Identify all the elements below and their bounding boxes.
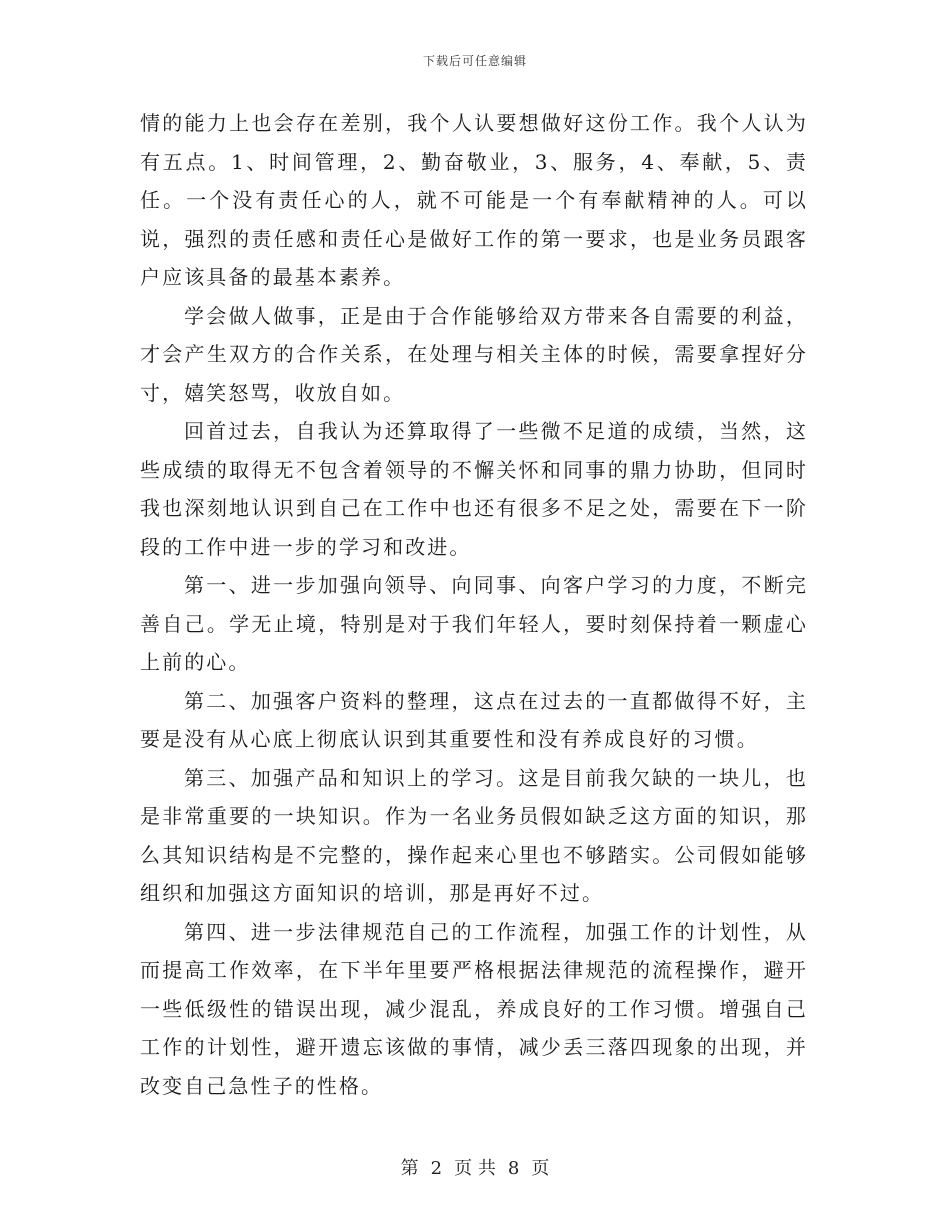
page-mid: 页 共 [454, 1158, 496, 1179]
total-pages-number: 8 [507, 1158, 520, 1179]
paragraph-continuation: 情的能力上也会存在差别，我个人认要想做好这份工作。我个人认为有五点。1、时间管理，2、勤奋敬业，3、服务，4、奉献，5、责任。一个没有责任心的人，就不可能是一个有奉献精神的人。可以说，强烈的责任感和责任心是做好工作的第一要求，也是业务员跟客户应该具备的最基本素养。 [140, 111, 808, 289]
current-page-number: 2 [430, 1158, 443, 1179]
paragraph-point-two: 第二、加强客户资料的整理，这点在过去的一直都做得不好，主要是没有从心底上彻底认识到其重要性和没有养成良好的习惯。 [140, 688, 808, 751]
paragraph-point-four: 第四、进一步法律规范自己的工作流程，加强工作的计划性，从而提高工作效率，在下半年里要严格根据法律规范的流程操作，避开一些低级性的错误出现，减少混乱，养成良好的工作习惯。增强自己工作的计划性，避开遗忘该做的事情，减少丢三落四现象的出现，并改变自己急性子的性格。 [140, 919, 808, 1098]
paragraph-teamwork: 学会做人做事，正是由于合作能够给双方带来各自需要的利益，才会产生双方的合作关系，在处理与相关主体的时候，需要拿捏好分寸，嬉笑怒骂，收放自如。 [140, 303, 808, 405]
page-header: 下载后可任意编辑 [422, 54, 527, 68]
page-prefix: 第 [400, 1158, 419, 1179]
page-suffix: 页 [531, 1158, 550, 1179]
paragraph-point-three: 第三、加强产品和知识上的学习。这是目前我欠缺的一块儿，也是非常重要的一块知识。作为一名业务员假如缺乏这方面的知识，那么其知识结构是不完整的，操作起来心里也不够踏实。公司假如能够组织和加强这方面知识的培训，那是再好不过。 [140, 765, 808, 905]
paragraph-point-one: 第一、进一步加强向领导、向同事、向客户学习的力度，不断完善自己。学无止境，特别是对于我们年轻人，要时刻保持着一颗虚心上前的心。 [140, 573, 808, 674]
page-footer [0, 1154, 950, 1180]
paragraph-review: 回首过去，自我认为还算取得了一些微不足道的成绩，当然，这些成绩的取得无不包含着领导的不懈关怀和同事的鼎力协助，但同时我也深刻地认识到自己在工作中也还有很多不足之处，需要在下一阶段的工作中进一步的学习和改进。 [140, 419, 808, 559]
document-body [140, 104, 808, 1105]
